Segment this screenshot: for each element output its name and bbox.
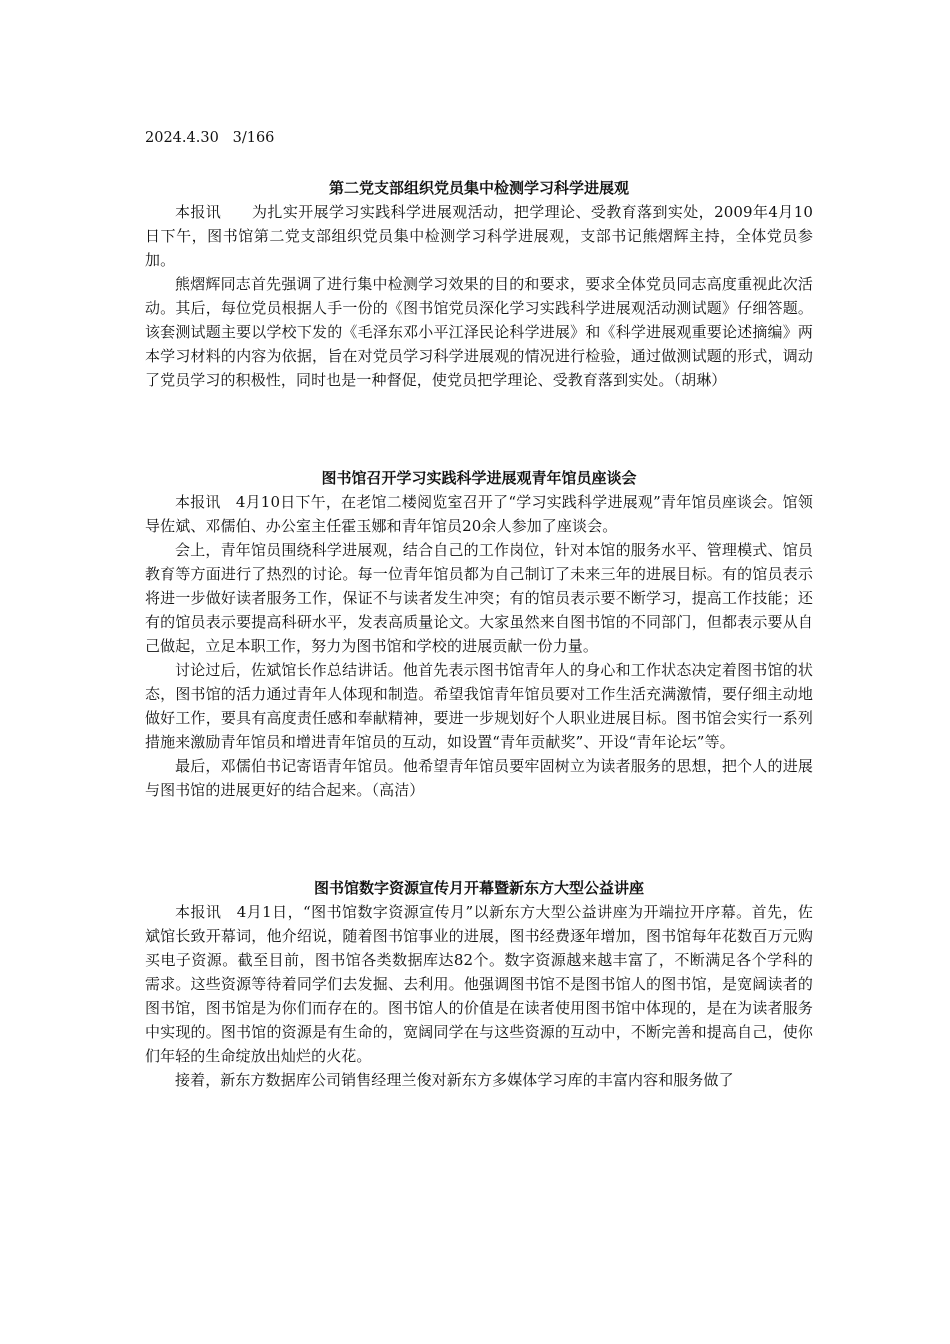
article-paragraph: 会上，青年馆员围绕科学进展观，结合自己的工作岗位，针对本馆的服务水平、管理模式、馆员教育等方面进行了热烈的讨论。每一位青年馆员都为自己制订了未来三年的进展目标。有的馆员表示将进一步做好读者服务工作，保证不与读者发生冲突；有的馆员表示要不断学习，提高工作技能；还有的馆员表示要提高科研水平，发表高质量论文。大家虽然来自图书馆的不同部门，但都表示要从自己做起，立足本职工作，努力为图书馆和学校的进展贡献一份力量。 [145, 541, 813, 655]
article-paragraph: 本报讯 为扎实开展学习实践科学进展观活动，把学理论、受教育落到实处，2009年4月10日下午，图书馆第二党支部组织党员集中检测学习科学进展观，支部书记熊熠辉主持，全体党员参加。 [145, 203, 813, 269]
article-3 [145, 876, 813, 1092]
article-1 [145, 176, 813, 392]
article-title: 第二党支部组织党员集中检测学习科学进展观 [328, 179, 629, 197]
date-issue-header: 2024.4.30 3/166 [145, 130, 275, 146]
article-paragraph: 熊熠辉同志首先强调了进行集中检测学习效果的目的和要求，要求全体党员同志高度重视此次活动。其后，每位党员根据人手一份的《图书馆党员深化学习实践科学进展观活动测试题》仔细答题。该套测试题主要以学校下发的《毛泽东邓小平江泽民论科学进展》和《科学进展观重要论述摘编》两本学习材料的内容为依据，旨在对党员学习科学进展观的情况进行检验，通过做测试题的形式，调动了党员学习的积极性，同时也是一种督促，使党员把学理论、受教育落到实处。（胡琳） [145, 275, 813, 389]
article-paragraph: 最后，邓儒伯书记寄语青年馆员。他希望青年馆员要牢固树立为读者服务的思想，把个人的进展与图书馆的进展更好的结合起来。（高洁） [145, 757, 813, 799]
article-title: 图书馆召开学习实践科学进展观青年馆员座谈会 [321, 469, 637, 487]
article-title: 图书馆数字资源宣传月开幕暨新东方大型公益讲座 [313, 879, 644, 897]
article-2 [145, 466, 813, 802]
article-paragraph: 讨论过后，佐斌馆长作总结讲话。他首先表示图书馆青年人的身心和工作状态决定着图书馆的状态，图书馆的活力通过青年人体现和制造。希望我馆青年馆员要对工作生活充满激情，要仔细主动地做好工作，要具有高度责任感和奉献精神，要进一步规划好个人职业进展目标。图书馆会实行一系列措施来激励青年馆员和增进青年馆员的互动，如设置“青年贡献奖”、开设“青年论坛”等。 [145, 661, 813, 751]
article-paragraph: 本报讯 4月10日下午，在老馆二楼阅览室召开了“学习实践科学进展观”青年馆员座谈会。馆领导佐斌、邓儒伯、办公室主任霍玉娜和青年馆员20余人参加了座谈会。 [145, 493, 813, 535]
document-page [145, 128, 813, 1092]
article-paragraph: 接着，新东方数据库公司销售经理兰俊对新东方多媒体学习库的丰富内容和服务做了 [175, 1071, 734, 1089]
article-paragraph: 本报讯 4月1日，“图书馆数字资源宣传月”以新东方大型公益讲座为开端拉开序幕。首先，佐斌馆长致开幕词，他介绍说，随着图书馆事业的进展，图书经费逐年增加，图书馆每年花数百万元购买电子资源。截至目前，图书馆各类数据库达82个。数字资源越来越丰富了，不断满足各个学科的需求。这些资源等待着同学们去发掘、去利用。他强调图书馆不是图书馆人的图书馆，是宽阔读者的图书馆，图书馆是为你们而存在的。图书馆人的价值是在读者使用图书馆中体现的，是在为读者服务中实现的。图书馆的资源是有生命的，宽阔同学在与这些资源的互动中，不断完善和提高自己，使你们年轻的生命绽放出灿烂的火花。 [145, 903, 813, 1065]
